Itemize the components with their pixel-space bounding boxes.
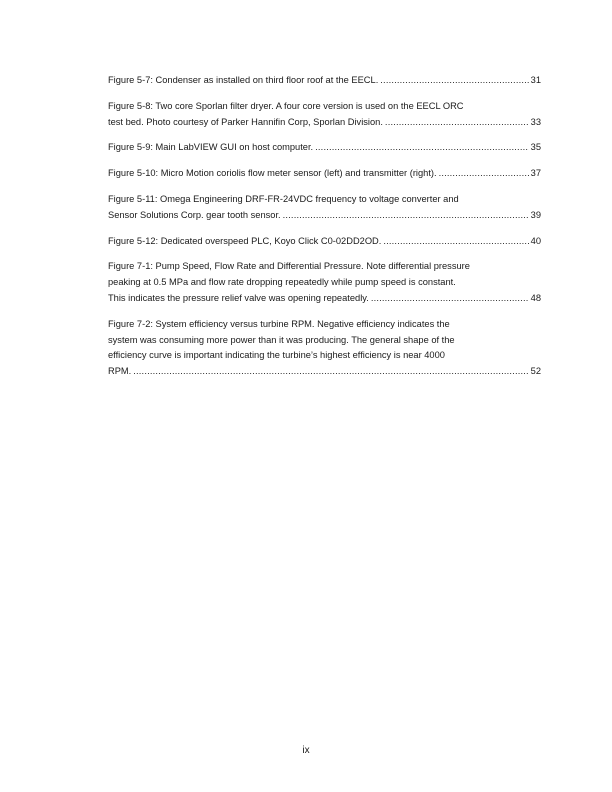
toc-entry-last-line (108, 115, 541, 131)
dot-leader (439, 166, 529, 182)
toc-entry-page-number: 40 (530, 235, 541, 246)
toc-entry-page-number: 35 (530, 142, 541, 153)
toc-entry-title: Figure 5-9: Main LabVIEW GUI on host computer. (108, 142, 314, 153)
toc-entry[interactable] (108, 259, 541, 306)
toc-entry-text-line: Figure 5-11: Omega Engineering DRF-FR-24VDC frequency to voltage converter and (108, 193, 459, 204)
page-number: ix (302, 745, 310, 756)
toc-entry[interactable] (108, 166, 541, 182)
dot-leader (371, 291, 529, 307)
toc-entry-text-line: Figure 5-8: Two core Sporlan filter dryer. A four core version is used on the EECL ORC (108, 100, 464, 111)
toc-entry-page-number: 39 (530, 209, 541, 220)
dot-leader (385, 115, 529, 131)
toc-entry-title: Sensor Solutions Corp. gear tooth sensor. (108, 209, 281, 220)
toc-entry-last-line (108, 234, 541, 250)
toc-entry-page-number: 52 (530, 366, 541, 377)
toc-entry-title: Figure 5-12: Dedicated overspeed PLC, Koyo Click C0-02DD2OD. (108, 235, 382, 246)
toc-entry-page-number: 48 (530, 292, 541, 303)
dot-leader (133, 364, 528, 380)
toc-entry-last-line (108, 364, 541, 380)
toc-entry-text-line: efficiency curve is important indicating the turbine’s highest efficiency is near 4000 (108, 350, 445, 361)
toc-entry[interactable] (108, 317, 541, 380)
toc-entry-title: This indicates the pressure relief valve was opening repeatedly. (108, 292, 369, 303)
toc-entry-last-line (108, 140, 541, 156)
toc-entry-title: RPM. (108, 366, 132, 377)
toc-entry-page-number: 31 (530, 75, 541, 85)
toc-entry[interactable] (108, 99, 541, 131)
toc-entry-text-line: peaking at 0.5 MPa and flow rate dropping repeatedly while pump speed is constant. (108, 277, 456, 288)
toc-entry[interactable] (108, 192, 541, 224)
toc-entry-last-line (108, 73, 541, 89)
toc-entry-text-line: system was consuming more power than it was producing. The general shape of the (108, 334, 455, 345)
toc-entry-text-line: Figure 7-1: Pump Speed, Flow Rate and Differential Pressure. Note differential pressure (108, 261, 470, 272)
dot-leader (383, 234, 528, 250)
toc-entry-title: Figure 5-10: Micro Motion coriolis flow meter sensor (left) and transmitter (right). (108, 168, 437, 179)
list-of-figures (108, 73, 541, 390)
dot-leader (380, 73, 528, 89)
toc-entry-last-line (108, 208, 541, 224)
toc-entry-page-number: 37 (530, 168, 541, 179)
toc-entry[interactable] (108, 140, 541, 156)
toc-entry-last-line (108, 166, 541, 182)
toc-entry-page-number: 33 (530, 116, 541, 127)
toc-entry[interactable] (108, 234, 541, 250)
dot-leader (315, 140, 529, 156)
toc-entry-title: test bed. Photo courtesy of Parker Hannifin Corp, Sporlan Division. (108, 116, 383, 127)
toc-entry-text-line: Figure 7-2: System efficiency versus turbine RPM. Negative efficiency indicates the (108, 318, 450, 329)
toc-entry-title: Figure 5-7: Condenser as installed on third floor roof at the EECL. (108, 75, 379, 85)
dot-leader (283, 208, 529, 224)
toc-entry-last-line (108, 291, 541, 307)
toc-entry[interactable] (108, 73, 541, 89)
